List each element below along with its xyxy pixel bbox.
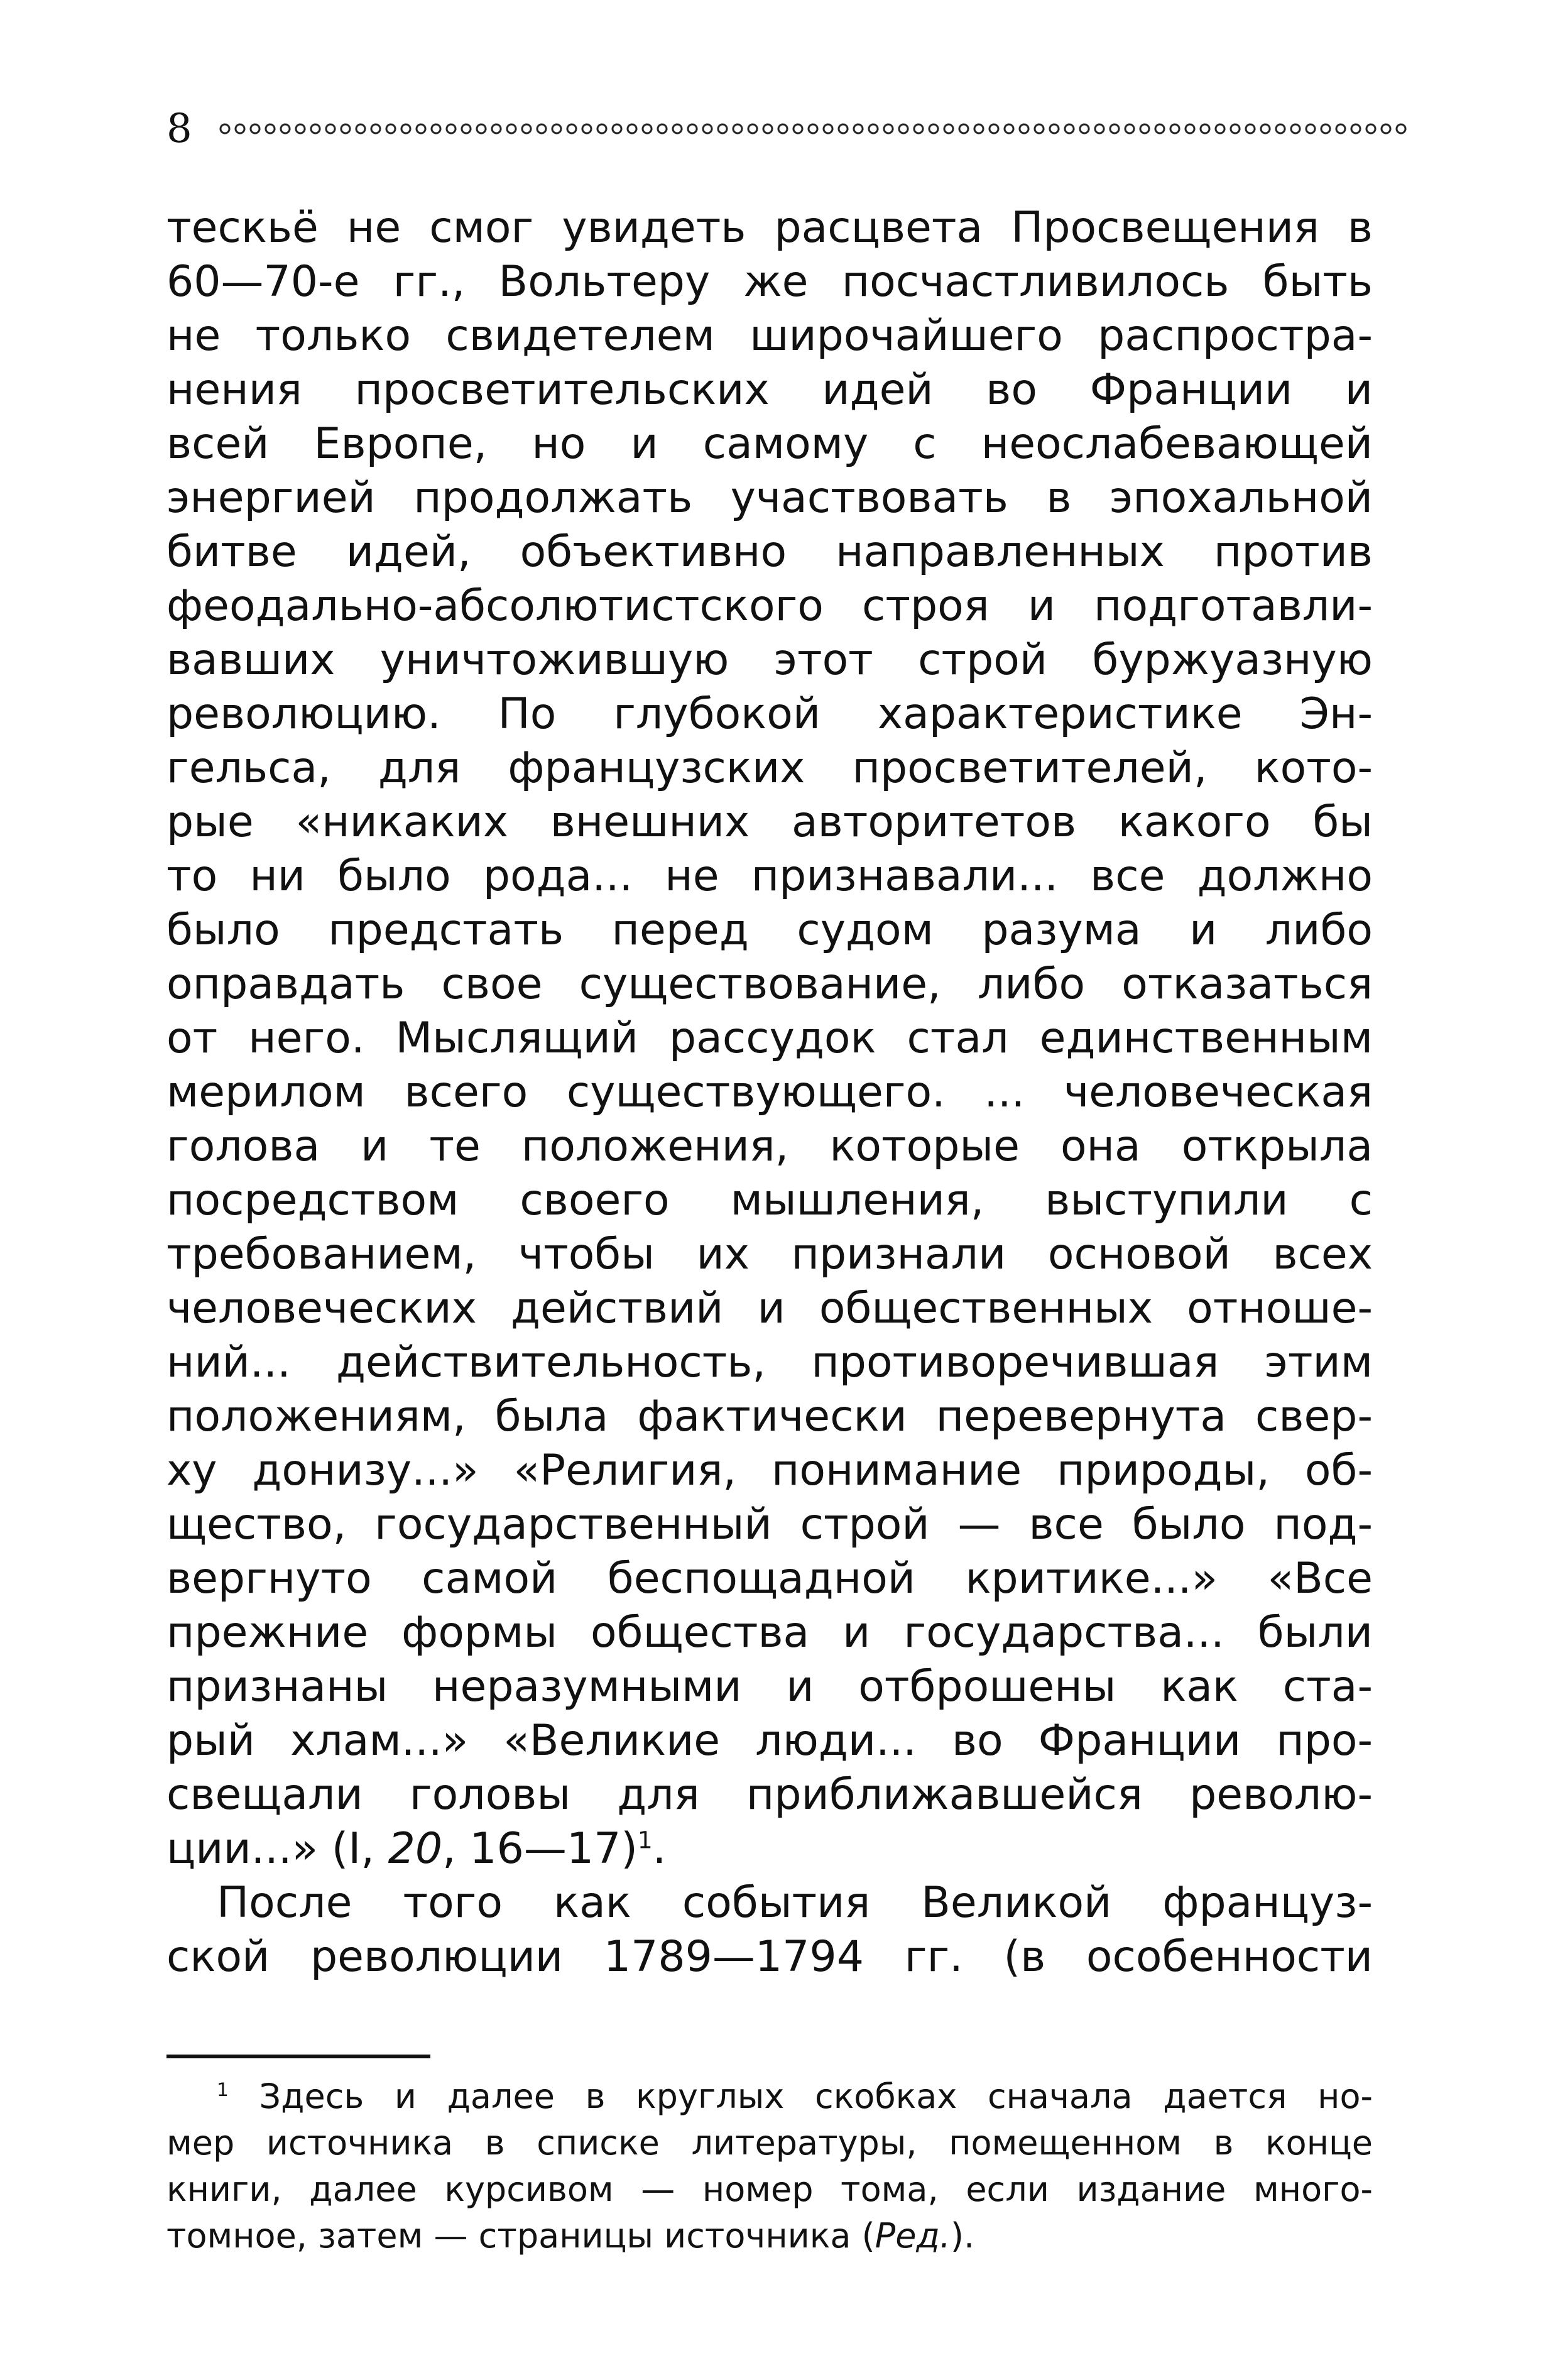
citation-end: .	[652, 1824, 667, 1874]
footnote-text: томное, затем — страницы источника (	[166, 2216, 875, 2256]
paragraph-start-line: После того как события Великой француз-	[217, 1878, 1373, 1928]
text-line: посредством своего мышления, выступили с	[166, 1176, 1373, 1225]
citation-volume: 20	[388, 1824, 443, 1874]
page-number: 8	[166, 106, 192, 152]
text-line: мерилом всего существующего. ... человеческая	[166, 1067, 1373, 1117]
text-line: вергнуто самой беспощадной критике...» «Все	[166, 1554, 1373, 1603]
footnote-line: книги, далее курсивом — номер тома, если издание много-	[166, 2170, 1373, 2209]
text-line: не только свидетелем широчайшего распростра-	[166, 311, 1373, 361]
text-line: ской революции 1789—1794 гг. (в особенности	[166, 1932, 1373, 1982]
text-line-citation	[166, 1822, 1373, 1876]
citation-pages: , 16—17)	[442, 1824, 638, 1874]
header-ornament-rule	[217, 121, 1410, 136]
text-line: голова и те положения, которые она открыла	[166, 1122, 1373, 1171]
text-line: щество, государственный строй — все было под-	[166, 1500, 1373, 1549]
footnote-line	[166, 2073, 1373, 2120]
footnote-reference[interactable]: 1	[637, 1826, 653, 1854]
text-line: тескьё не смог увидеть расцвета Просвещения в	[166, 203, 1373, 253]
text-line: ху донизу...» «Религия, понимание природы, об-	[166, 1446, 1373, 1495]
text-line: энергией продолжать участвовать в эпохальной	[166, 473, 1373, 523]
text-line: вавших уничтожившую этот строй буржуазную	[166, 635, 1373, 685]
running-head	[166, 107, 1410, 151]
text-line: гельса, для французских просветителей, кото-	[166, 743, 1373, 793]
text-line: признаны неразумными и отброшены как ста-	[166, 1662, 1373, 1711]
text-line: требованием, чтобы их признали основой всех	[166, 1230, 1373, 1279]
text-line: рые «никаких внешних авторитетов какого бы	[166, 797, 1373, 847]
footnote-line	[166, 2213, 1373, 2259]
text-line: человеческих действий и общественных отноше-	[166, 1284, 1373, 1333]
text-line: ний... действительность, противоречившая этим	[166, 1338, 1373, 1387]
text-line: битве идей, объективно направленных против	[166, 527, 1373, 577]
text-line: было предстать перед судом разума и либо	[166, 905, 1373, 955]
footnote-end: ).	[950, 2216, 975, 2256]
text-line: свещали головы для приближавшейся револю-	[166, 1770, 1373, 1820]
footnote-separator	[166, 2055, 430, 2058]
text-line: нения просветительских идей во Франции и	[166, 365, 1373, 415]
main-text	[166, 201, 1373, 1984]
citation-prefix: ции...» (I,	[166, 1824, 388, 1874]
text-line: положениям, была фактически перевернута свер-	[166, 1392, 1373, 1441]
text-line: 60—70-е гг., Вольтеру же посчастливилось быть	[166, 257, 1373, 307]
text-line: рый хлам...» «Великие люди... во Франции про-	[166, 1716, 1373, 1766]
text-line: всей Европе, но и самому с неослабевающей	[166, 419, 1373, 469]
text-line: то ни было рода... не признавали... все должно	[166, 851, 1373, 901]
text-line: революцию. По глубокой характеристике Эн-	[166, 689, 1373, 739]
text-line: прежние формы общества и государства... были	[166, 1608, 1373, 1657]
footnote-editor-mark: Ред.	[875, 2216, 951, 2256]
text-line: от него. Мыслящий рассудок стал единственным	[166, 1013, 1373, 1063]
text-line: оправдать свое существование, либо отказаться	[166, 959, 1373, 1009]
footnote-marker: 1	[217, 2079, 229, 2101]
footnote-line: мер источника в списке литературы, помещенном в конце	[166, 2123, 1373, 2163]
text-line: феодально-абсолютистского строя и подготавли-	[166, 581, 1373, 631]
footnote-text: Здесь и далее в круглых скобках сначала дается но-	[259, 2077, 1373, 2116]
footnote-block	[166, 2073, 1373, 2259]
